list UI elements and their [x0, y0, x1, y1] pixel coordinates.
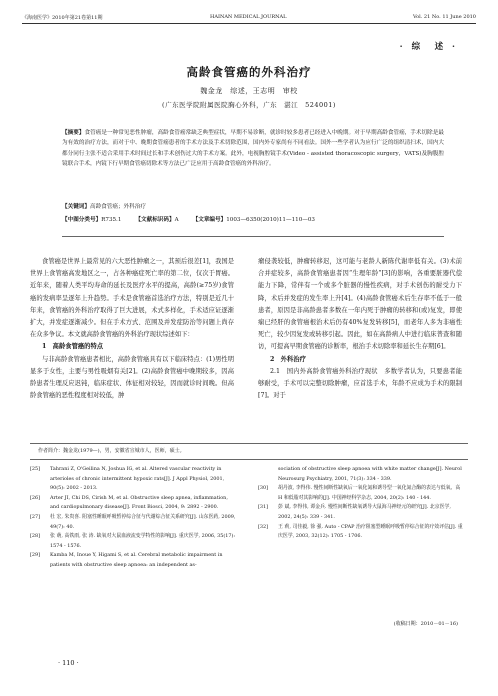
reference-number: [31]: [258, 504, 269, 511]
reference-number: [26]: [30, 494, 41, 501]
features-paragraph: 与非高龄食管癌患者相比，高龄食管癌具有以下临床特点：(1)男性明显多于女性，主要与男性吸烟有关[2]。(2)高龄食管癌中晚期较多，因高龄患者生理反应迟钝，临床症状、体征相对较轻，因而就诊时间晚。但高龄食管癌的恶性程度相对较低，肿: [30, 355, 234, 400]
author-footnote: 作者简介：魏金龙(1979—)，男，安徽省宣城市人，医师，硕士。: [38, 448, 185, 454]
reference-item: [30, 494, 238, 513]
reference-item: [30, 532, 238, 551]
received-date: (收稿日期：2010－01－16): [393, 621, 458, 627]
reference-text: 胡丹波, 李得伟. 慢性间断性缺氧后一氧化氮和诱导型一氧化氮合酶的表达与低氧、高 H 和低脂对其影响的[J]. 中国神经科学杂志, 2004, 20(2): 140 - 144.: [278, 485, 461, 501]
section-label: · 综 述 ·: [399, 42, 458, 52]
reference-item: [258, 465, 466, 484]
reference-item: [30, 551, 238, 570]
reference-number: [32]: [258, 523, 269, 530]
reference-item: [258, 523, 466, 542]
references-left: [30, 465, 238, 571]
intro-paragraph: 食管癌是世界上最常见的六大恶性肿瘤之一，其预后很差[1]，我国是世界上食管癌高发地区之一，占各种癌症死亡率的第二位，仅次于胃癌。近年来，随着人类平均寿命的延长及医疗水平的提高，高龄(≥75岁)食管癌的发病率呈逐年上升趋势。手术是食管癌首选治疗方法，特别是近几十年来，食管癌的外科治疗取得了巨大进展，术式多样化，手术适应证逐渐扩大，并发症逐渐减少。但在手术方式、范围及并发症防治等问题上尚存在众多争议。本文就高龄食管癌的外科治疗现状综述如下：: [30, 258, 234, 339]
article-no-value: 1003—6350(2010)11—110—03: [226, 217, 315, 223]
features-continued-paragraph: 瘤侵袭较低，肿瘤转移迟，这可能与老龄人新陈代谢率低有关。(3)术前合并症较多，高龄食管癌患者因“生理年龄”[3]的影响，各重要脏器代偿能力下降，常伴有一个或多个脏器的慢性疾病，对手术创伤的耐受力下降，术后并发症的发生率上升[4]。(4)高龄食管癌术后生存率不低于一般患者，原因是非高龄患者多数在一年内死于肿瘤的转移和(或)复发，即使痫已经肝的食管癌根治术后仍有40%复发转移[5]，而老年人多为非癌性死亡，较少因复发或转移引起。因此，如在高龄病人中进行临床普查和随访，可提高早期食管癌的诊断率，根治手术切除率和延长生存期[6]。: [258, 258, 462, 351]
section-heading-2: 2 外科治疗: [270, 355, 306, 363]
reference-text: Tahrani Z, O'Geilina N, Joshua IG, et al. Altered vascular reactivity in arterioles of chronic intermittent hypoxic rats[J]. J Appl Physiol, 2001, 90(5): 2002 - 2013.: [50, 466, 225, 492]
keywords-text: 高龄食管癌；外科治疗: [89, 204, 146, 210]
reference-text: Arter JI, Chi DS, Cirish M, et al. Obstructive sleep apnea, inflammation, and cardiopulmonary disease[J]. Front Biosci, 2004, 9: 2892 - 2900.: [50, 494, 228, 511]
reference-item: [30, 465, 238, 494]
surgery-status-paragraph: 2.1 国内外高龄食管癌外科治疗现状 多数学者认为，只要患者能够耐受，手术可以完整切除肿瘤，应首选手术，年龄不应成为手术的限制[7]。对于: [258, 367, 462, 400]
journal-header-center: HAINAN MEDICAL JOURNAL: [210, 14, 287, 20]
reference-item: [258, 503, 466, 522]
reference-text: sociation of obstructive sleep apnoea with white matter change[J]. Neurol Neurosurg Psychiatry, 2001, 71(3): 334 - 339.: [278, 466, 462, 482]
reference-number: [28]: [30, 533, 41, 540]
article-affiliation: (广东医学院附属医院胸心外科，广东 湛江 524001): [162, 101, 336, 109]
header-rule: [22, 23, 476, 24]
reference-number: [27]: [30, 513, 41, 520]
classification-line: [62, 215, 444, 223]
footnote-rule: [30, 443, 468, 444]
reference-number: [29]: [30, 552, 41, 559]
reference-number: [258, 465, 278, 484]
journal-header-right: Vol. 21 No. 11 June 2010: [412, 14, 476, 20]
clc-value: R735.1: [101, 217, 122, 223]
reference-text: 杜 宏, 朱贵喜. 阻塞性睡眠呼吸暂停综合征与代谢综合征关系研究[J]. 山东医药, 2009, 49(7): 40.: [50, 513, 236, 530]
doc-code-label: 【文献标识码】: [135, 217, 175, 223]
body-right-column: [258, 256, 462, 402]
abstract: [62, 128, 444, 170]
abstract-rule: [62, 236, 444, 237]
references-rule: [30, 459, 468, 460]
reference-text: Kamba M, Inoue Y, Higami S, et al. Cerebral metabolic impairment in patients with obstructive sleep apnoea: an independent as-: [50, 552, 223, 568]
keywords: [62, 202, 146, 210]
reference-item: [258, 484, 466, 503]
keywords-label: 【关键词】: [62, 204, 90, 210]
reference-item: [30, 513, 238, 532]
clc-label: 【中图分类号】: [62, 217, 102, 223]
page-number: · 110 ·: [58, 659, 79, 667]
body-left-column: [30, 256, 234, 402]
reference-text: 彭 斌, 李得伟, 谭金兵. 慢性间断性缺氧诱导大鼠海马神经元的研究[J]. 北京医学, 2002, 24(5): 339 - 341.: [278, 504, 451, 520]
reference-text: 王 莉, 司佳毅, 徐 强. Auto - CPAP 治疗阻塞型睡眠呼吸暂停综合征的疗效评估[J]. 重庆医学, 2003, 32(12): 1705 - 1706.: [278, 523, 463, 540]
article-title: 高龄食管癌的外科治疗: [186, 65, 312, 79]
reference-text: 张 萌, 高铁雨, 张 涛. 缺氧对大鼠血液流变学特性的影响[J]. 重庆医学, 2006, 35(17): 1574 - 1576.: [50, 533, 236, 549]
reference-number: [25]: [30, 466, 41, 472]
references-right: [258, 465, 466, 542]
article-authors: 魏金龙 综述，王志明 审校: [200, 87, 298, 95]
abstract-text: 食管癌是一种常见恶性肿瘤，高龄食管癌常缺乏典型症状，早期不易诊断，就诊时较多患者已经进入中晚期。对于早期高龄食管癌，手术切除是最为有效的治疗方法，而对于中、晚期食管癌患者的手术方法及手术切除范围，国内外专家尚有不同看法。国外一些学者认为应行广泛的组织清扫术，国内大都分同行主张不适合采用手术时间过长和手术创伤过大的手术方案。此外，电视胸腔镜手术(Video - assisted thoracoscopic surgery，VATS)及胸腹腔镜联合手术，内镜下行早期食管癌切除术等方法已广泛应用于高龄食管癌的外科治疗。: [62, 130, 444, 168]
section-heading-1: 1 高龄食管癌的特点: [42, 343, 104, 351]
article-no-label: 【文章编号】: [192, 217, 227, 223]
abstract-label: 【摘要】: [62, 130, 85, 136]
journal-header-left: 《海南医学》2010年第21卷第11期: [22, 15, 103, 21]
reference-number: [30]: [258, 485, 269, 492]
doc-code-value: A: [174, 217, 179, 223]
